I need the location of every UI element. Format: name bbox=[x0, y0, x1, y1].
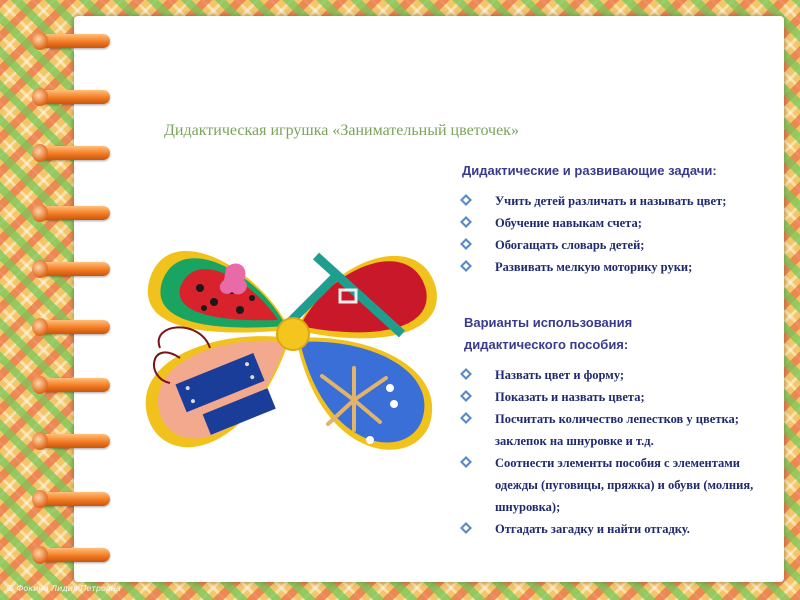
binder-ring bbox=[38, 492, 110, 506]
diamond-bullet-icon bbox=[460, 522, 472, 534]
tasks-list bbox=[458, 190, 758, 278]
list-item-text: Отгадать загадку и найти отгадку. bbox=[495, 522, 690, 536]
diamond-bullet-icon bbox=[460, 390, 472, 402]
binder-ring bbox=[38, 320, 110, 334]
list-item-text: Посчитать количество лепестков у цветка; заклепок на шнуровке и т.д. bbox=[495, 412, 739, 448]
list-item bbox=[458, 212, 758, 234]
variants-heading: Варианты использования дидактического пособия: bbox=[464, 315, 633, 352]
binder-ring bbox=[38, 434, 110, 448]
list-item bbox=[458, 386, 758, 408]
binder-ring bbox=[38, 90, 110, 104]
variants-list bbox=[458, 364, 758, 540]
binder-ring bbox=[38, 262, 110, 276]
diamond-bullet-icon bbox=[460, 368, 472, 380]
copyright-text: © Фокина Лидия Петровна bbox=[6, 584, 121, 593]
list-item bbox=[458, 408, 758, 452]
diamond-bullet-icon bbox=[460, 412, 472, 424]
list-item bbox=[458, 518, 758, 540]
list-item-text: Обучение навыкам счета; bbox=[495, 216, 642, 230]
binder-ring bbox=[38, 206, 110, 220]
list-item bbox=[458, 364, 758, 386]
list-item-text: Соотнести элементы пособия с элементами одежды (пуговицы, пряжка) и обуви (молния, шнуровка); bbox=[495, 456, 754, 514]
list-item bbox=[458, 234, 758, 256]
list-item-text: Развивать мелкую моторику руки; bbox=[495, 260, 693, 274]
slide-title: Дидактическая игрушка «Занимательный цветочек» bbox=[164, 122, 519, 139]
list-item bbox=[458, 256, 758, 278]
diamond-bullet-icon bbox=[460, 456, 472, 468]
tasks-heading: Дидактические и развивающие задачи: bbox=[462, 163, 717, 178]
list-item-text: Учить детей различать и называть цвет; bbox=[495, 194, 727, 208]
list-item bbox=[458, 190, 758, 212]
binder-ring bbox=[38, 146, 110, 160]
diamond-bullet-icon bbox=[460, 238, 472, 250]
diamond-bullet-icon bbox=[460, 260, 472, 272]
binder-ring bbox=[38, 34, 110, 48]
list-item-text: Назвать цвет и форму; bbox=[495, 368, 625, 382]
felt-flower-toy-image bbox=[140, 208, 446, 470]
list-item bbox=[458, 452, 758, 518]
list-item-text: Показать и назвать цвета; bbox=[495, 390, 645, 404]
binder-ring bbox=[38, 548, 110, 562]
diamond-bullet-icon bbox=[460, 194, 472, 206]
diamond-bullet-icon bbox=[460, 216, 472, 228]
binder-ring bbox=[38, 378, 110, 392]
list-item-text: Обогащать словарь детей; bbox=[495, 238, 645, 252]
